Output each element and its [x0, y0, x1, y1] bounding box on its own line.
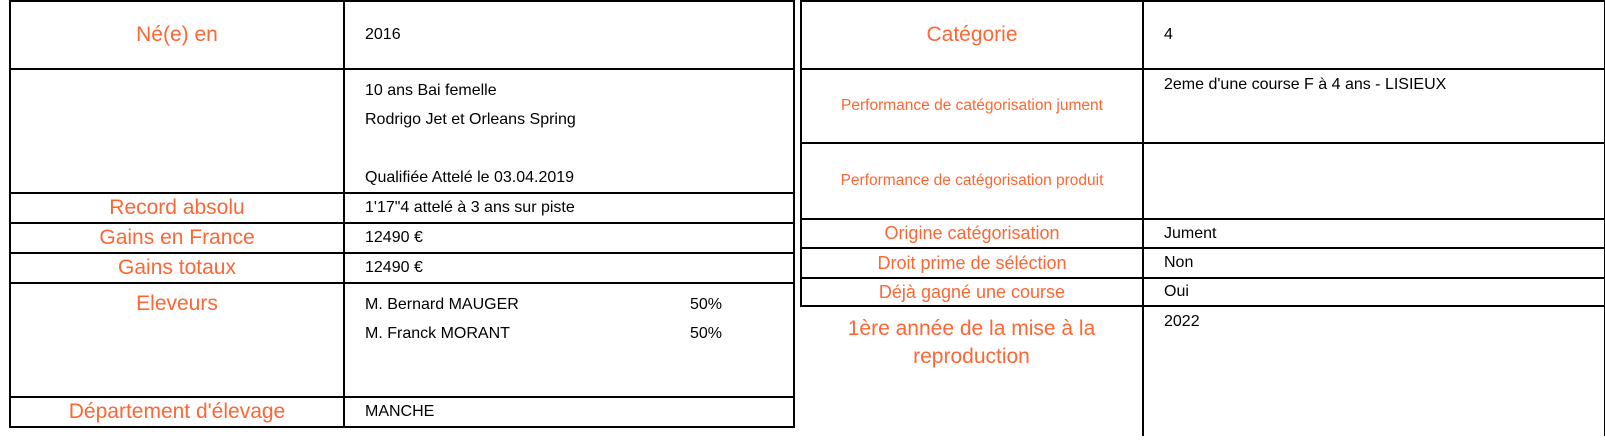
- annee-value: 2022: [1143, 306, 1605, 436]
- gains-france-label: Gains en France: [10, 223, 344, 253]
- horse-info-table: [9, 0, 795, 428]
- departement-value: MANCHE: [344, 397, 794, 427]
- eleveurs-label: Eleveurs: [10, 283, 344, 397]
- droit-label: Droit prime de séléction: [801, 248, 1143, 278]
- gains-france-value: 12490 €: [344, 223, 794, 253]
- born-value: 2016: [344, 1, 794, 69]
- perf-produit-value: [1143, 143, 1605, 219]
- perf-produit-label: Performance de catégorisation produit: [801, 143, 1143, 219]
- origine-value: Jument: [1143, 219, 1605, 248]
- annee-label: 1ère année de la mise à la reproduction: [801, 306, 1143, 436]
- eleveur-row: [365, 319, 793, 348]
- eleveur-pct: 50%: [690, 325, 723, 342]
- description-cell: [344, 69, 794, 193]
- record-value: 1'17"4 attelé à 3 ans sur piste: [344, 193, 794, 223]
- eleveur-name: M. Franck MORANT: [365, 325, 510, 342]
- deja-value: Oui: [1143, 278, 1605, 306]
- categorisation-table: [800, 0, 1605, 436]
- origine-label: Origine catégorisation: [801, 219, 1143, 248]
- desc-line-3: Qualifiée Attelé le 03.04.2019: [365, 169, 575, 186]
- desc-line-blank: [365, 134, 793, 163]
- gains-total-value: 12490 €: [344, 253, 794, 283]
- categorie-value: 4: [1143, 1, 1605, 69]
- deja-label: Déjà gagné une course: [801, 278, 1143, 306]
- departement-label: Département d'élevage: [10, 397, 344, 427]
- eleveur-name: M. Bernard MAUGER: [365, 296, 519, 313]
- droit-value: Non: [1143, 248, 1605, 278]
- categorie-label: Catégorie: [801, 1, 1143, 69]
- empty-label-cell: [10, 69, 344, 193]
- record-label: Record absolu: [10, 193, 344, 223]
- eleveur-row: [365, 290, 793, 319]
- perf-jument-label: Performance de catégorisation jument: [801, 69, 1143, 143]
- eleveurs-cell: [344, 283, 794, 397]
- eleveur-pct: 50%: [690, 296, 723, 313]
- desc-line-1: 10 ans Bai femelle: [365, 82, 497, 99]
- gains-total-label: Gains totaux: [10, 253, 344, 283]
- desc-line-2: Rodrigo Jet et Orleans Spring: [365, 111, 576, 128]
- perf-jument-value: 2eme d'une course F à 4 ans - LISIEUX: [1143, 69, 1605, 143]
- born-label: Né(e) en: [10, 1, 344, 69]
